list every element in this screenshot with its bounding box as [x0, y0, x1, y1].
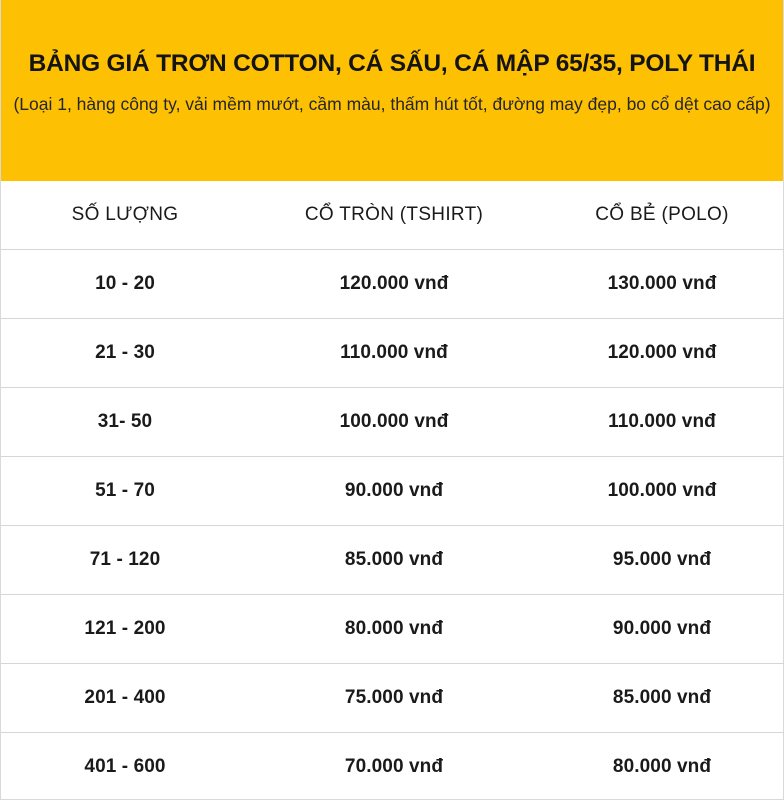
polo-price-cell: 130.000 vnđ	[539, 250, 784, 319]
quantity-cell: 71 - 120	[1, 526, 249, 595]
price-table	[1, 181, 784, 801]
column-header-round-neck: CỔ TRÒN (TSHIRT)	[249, 181, 539, 250]
quantity-cell: 121 - 200	[1, 595, 249, 664]
quantity-cell: 401 - 600	[1, 733, 249, 801]
quantity-cell: 10 - 20	[1, 250, 249, 319]
polo-price-cell: 110.000 vnđ	[539, 388, 784, 457]
column-header-quantity: SỐ LƯỢNG	[1, 181, 249, 250]
table-row	[1, 526, 784, 595]
polo-price-cell: 80.000 vnđ	[539, 733, 784, 801]
polo-price-cell: 90.000 vnđ	[539, 595, 784, 664]
quantity-cell: 51 - 70	[1, 457, 249, 526]
table-row	[1, 733, 784, 801]
round-neck-price-cell: 110.000 vnđ	[249, 319, 539, 388]
price-list-header	[1, 0, 783, 181]
round-neck-price-cell: 70.000 vnđ	[249, 733, 539, 801]
table-row	[1, 319, 784, 388]
quantity-cell: 21 - 30	[1, 319, 249, 388]
table-row	[1, 664, 784, 733]
polo-price-cell: 120.000 vnđ	[539, 319, 784, 388]
polo-price-cell: 100.000 vnđ	[539, 457, 784, 526]
price-list-title: BẢNG GIÁ TRƠN COTTON, CÁ SẤU, CÁ MẬP 65/35, POLY THÁI	[1, 47, 783, 81]
round-neck-price-cell: 100.000 vnđ	[249, 388, 539, 457]
round-neck-price-cell: 80.000 vnđ	[249, 595, 539, 664]
column-header-polo: CỔ BẺ (POLO)	[539, 181, 784, 250]
table-row	[1, 250, 784, 319]
polo-price-cell: 85.000 vnđ	[539, 664, 784, 733]
polo-price-cell: 95.000 vnđ	[539, 526, 784, 595]
table-header-row	[1, 181, 784, 250]
round-neck-price-cell: 75.000 vnđ	[249, 664, 539, 733]
quantity-cell: 201 - 400	[1, 664, 249, 733]
quantity-cell: 31- 50	[1, 388, 249, 457]
table-row	[1, 388, 784, 457]
round-neck-price-cell: 120.000 vnđ	[249, 250, 539, 319]
round-neck-price-cell: 90.000 vnđ	[249, 457, 539, 526]
table-row	[1, 457, 784, 526]
round-neck-price-cell: 85.000 vnđ	[249, 526, 539, 595]
table-row	[1, 595, 784, 664]
price-list-subtitle: (Loại 1, hàng công ty, vải mềm mướt, cầm màu, thấm hút tốt, đường may đẹp, bo cổ dệt cao cấp)	[7, 87, 777, 122]
